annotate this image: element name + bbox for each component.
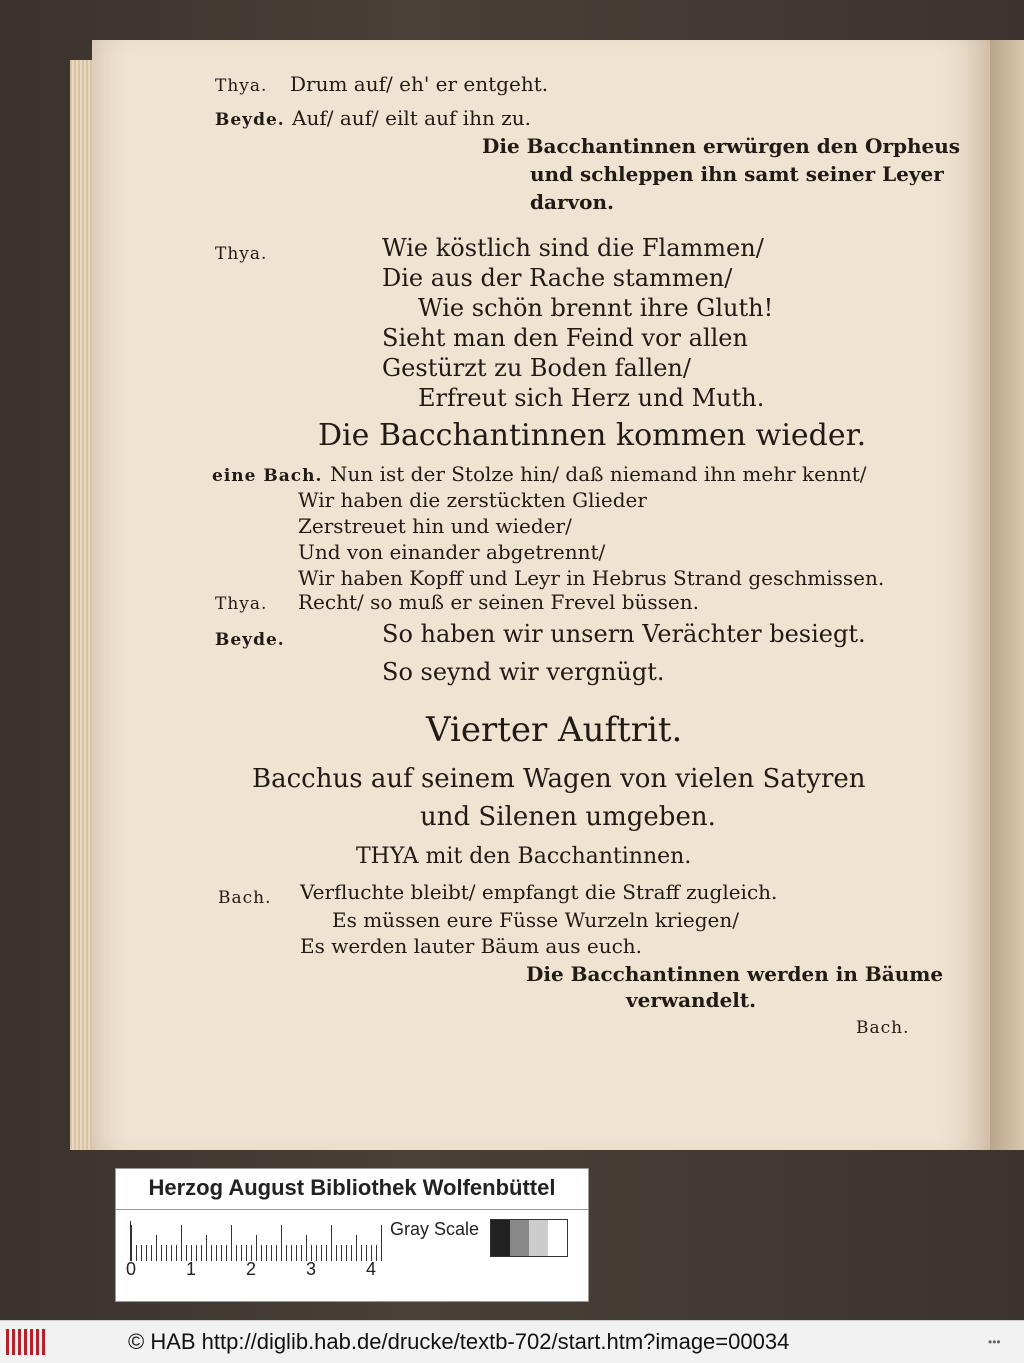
text-line: Wir haben die zerstückten Glieder — [298, 488, 647, 512]
stage-direction: darvon. — [530, 190, 614, 214]
ruler-tick — [161, 1245, 162, 1261]
text-line: So haben wir unsern Verächter besiegt. — [382, 620, 866, 648]
ruler-tick — [156, 1235, 157, 1261]
ruler-number: 3 — [306, 1259, 317, 1279]
speaker-label: Thya. — [215, 594, 268, 614]
ruler-tick — [136, 1245, 137, 1261]
ruler-tick — [336, 1245, 337, 1261]
ruler-tick — [211, 1245, 212, 1261]
ruler-tick — [171, 1245, 172, 1261]
text-line: Es müssen eure Füsse Wurzeln kriegen/ — [332, 908, 739, 932]
ruler-tick — [276, 1245, 277, 1261]
stage-direction: Die Bacchantinnen werden in Bäume — [526, 962, 944, 986]
ruler-tick — [241, 1245, 242, 1261]
ruler-tick — [141, 1245, 142, 1261]
speaker-label: Thya. — [215, 244, 268, 264]
ruler-number: 1 — [186, 1259, 197, 1279]
gray-scale-label: Gray Scale — [390, 1219, 480, 1239]
speaker-label: Beyde. — [215, 110, 285, 130]
ruler-tick — [306, 1235, 307, 1261]
speaker-label: Thya. — [215, 76, 268, 96]
ruler-tick — [351, 1245, 352, 1261]
ruler-tick — [256, 1235, 257, 1261]
ruler-tick — [291, 1245, 292, 1261]
ruler-tick — [346, 1245, 347, 1261]
stage-direction: Die Bacchantinnen erwürgen den Orpheus — [482, 134, 961, 158]
measurement-ruler — [130, 1221, 381, 1261]
speaker-label: eine Bach. — [212, 466, 323, 486]
card-divider — [116, 1209, 588, 1210]
ruler-tick — [281, 1225, 282, 1261]
ruler-tick — [296, 1245, 297, 1261]
text-line: Die aus der Rache stammen/ — [382, 264, 733, 292]
text-line: Verfluchte bleibt/ empfangt die Straff zugleich. — [300, 880, 778, 904]
ruler-tick — [361, 1245, 362, 1261]
scene-description: und Silenen umgeben. — [420, 802, 716, 832]
ruler-tick — [221, 1245, 222, 1261]
ruler-tick — [216, 1245, 217, 1261]
stage-heading: Die Bacchantinnen kommen wieder. — [318, 418, 867, 453]
text-line: Recht/ so muß er seinen Frevel büssen. — [298, 590, 699, 614]
ruler-tick — [381, 1225, 382, 1261]
ruler-tick — [181, 1225, 182, 1261]
text-line: Und von einander abgetrennt/ — [298, 540, 606, 564]
speaker-label: Beyde. — [215, 630, 285, 650]
ruler-tick — [131, 1225, 132, 1261]
text-line: Nun ist der Stolze hin/ daß niemand ihn mehr kennt/ — [330, 462, 867, 486]
page-text — [120, 58, 961, 1138]
text-line: Gestürzt zu Boden fallen/ — [382, 354, 691, 382]
text-line: Sieht man den Feind vor allen — [382, 324, 748, 352]
ruler-tick — [301, 1245, 302, 1261]
text-line: Zerstreuet hin und wieder/ — [298, 514, 572, 538]
text-line: Es werden lauter Bäum aus euch. — [300, 934, 643, 958]
text-line: Drum auf/ eh' er entgeht. — [290, 72, 549, 96]
ruler-tick — [236, 1245, 237, 1261]
ruler-tick — [356, 1235, 357, 1261]
ruler-tick — [146, 1245, 147, 1261]
ruler-tick — [176, 1245, 177, 1261]
ruler-tick — [266, 1245, 267, 1261]
text-line: Auf/ auf/ eilt auf ihn zu. — [292, 106, 532, 130]
library-name: Herzog August Bibliothek Wolfenbüttel — [148, 1175, 556, 1200]
hab-logo-icon — [6, 1329, 46, 1355]
ruler-tick — [271, 1245, 272, 1261]
ruler-tick — [341, 1245, 342, 1261]
ruler-tick — [206, 1235, 207, 1261]
ruler-tick — [196, 1245, 197, 1261]
gray-scale-swatch — [490, 1219, 568, 1257]
scene-description: Bacchus auf seinem Wagen von vielen Satyren — [252, 764, 866, 794]
ruler-tick — [166, 1245, 167, 1261]
text-line: Wir haben Kopff und Leyr in Hebrus Strand geschmissen. — [298, 566, 885, 590]
ruler-tick — [376, 1245, 377, 1261]
ruler-tick — [226, 1245, 227, 1261]
speaker-label: Bach. — [218, 888, 272, 908]
ruler-tick — [331, 1225, 332, 1261]
text-line: So seynd wir vergnügt. — [382, 658, 665, 686]
scene-characters: THYA mit den Bacchantinnen. — [356, 844, 692, 869]
ruler-tick — [201, 1245, 202, 1261]
color-calibration-card — [115, 1168, 589, 1302]
ruler-number: 2 — [246, 1259, 257, 1279]
more-options-icon[interactable]: ••• — [988, 1335, 1001, 1349]
scene-title: Vierter Auftrit. — [426, 710, 683, 750]
ruler-tick — [321, 1245, 322, 1261]
ruler-tick — [286, 1245, 287, 1261]
viewer-footer — [0, 1320, 1024, 1363]
ruler-tick — [316, 1245, 317, 1261]
facing-page-edge — [990, 40, 1024, 1150]
text-line: Erfreut sich Herz und Muth. — [418, 384, 765, 412]
copyright-link[interactable]: © HAB http://diglib.hab.de/drucke/textb-702/start.htm?image=00034 — [128, 1329, 790, 1354]
stage-direction: und schleppen ihn samt seiner Leyer — [530, 162, 944, 186]
ruler-tick — [151, 1245, 152, 1261]
ruler-number: 0 — [126, 1259, 137, 1279]
ruler-tick — [231, 1225, 232, 1261]
text-line: Wie köstlich sind die Flammen/ — [382, 234, 764, 262]
ruler-tick — [261, 1245, 262, 1261]
ruler-number: 4 — [366, 1259, 377, 1279]
catchword: Bach. — [856, 1018, 910, 1038]
stage-direction: verwandelt. — [626, 988, 757, 1012]
ruler-tick — [326, 1245, 327, 1261]
text-line: Wie schön brennt ihre Gluth! — [418, 294, 774, 322]
